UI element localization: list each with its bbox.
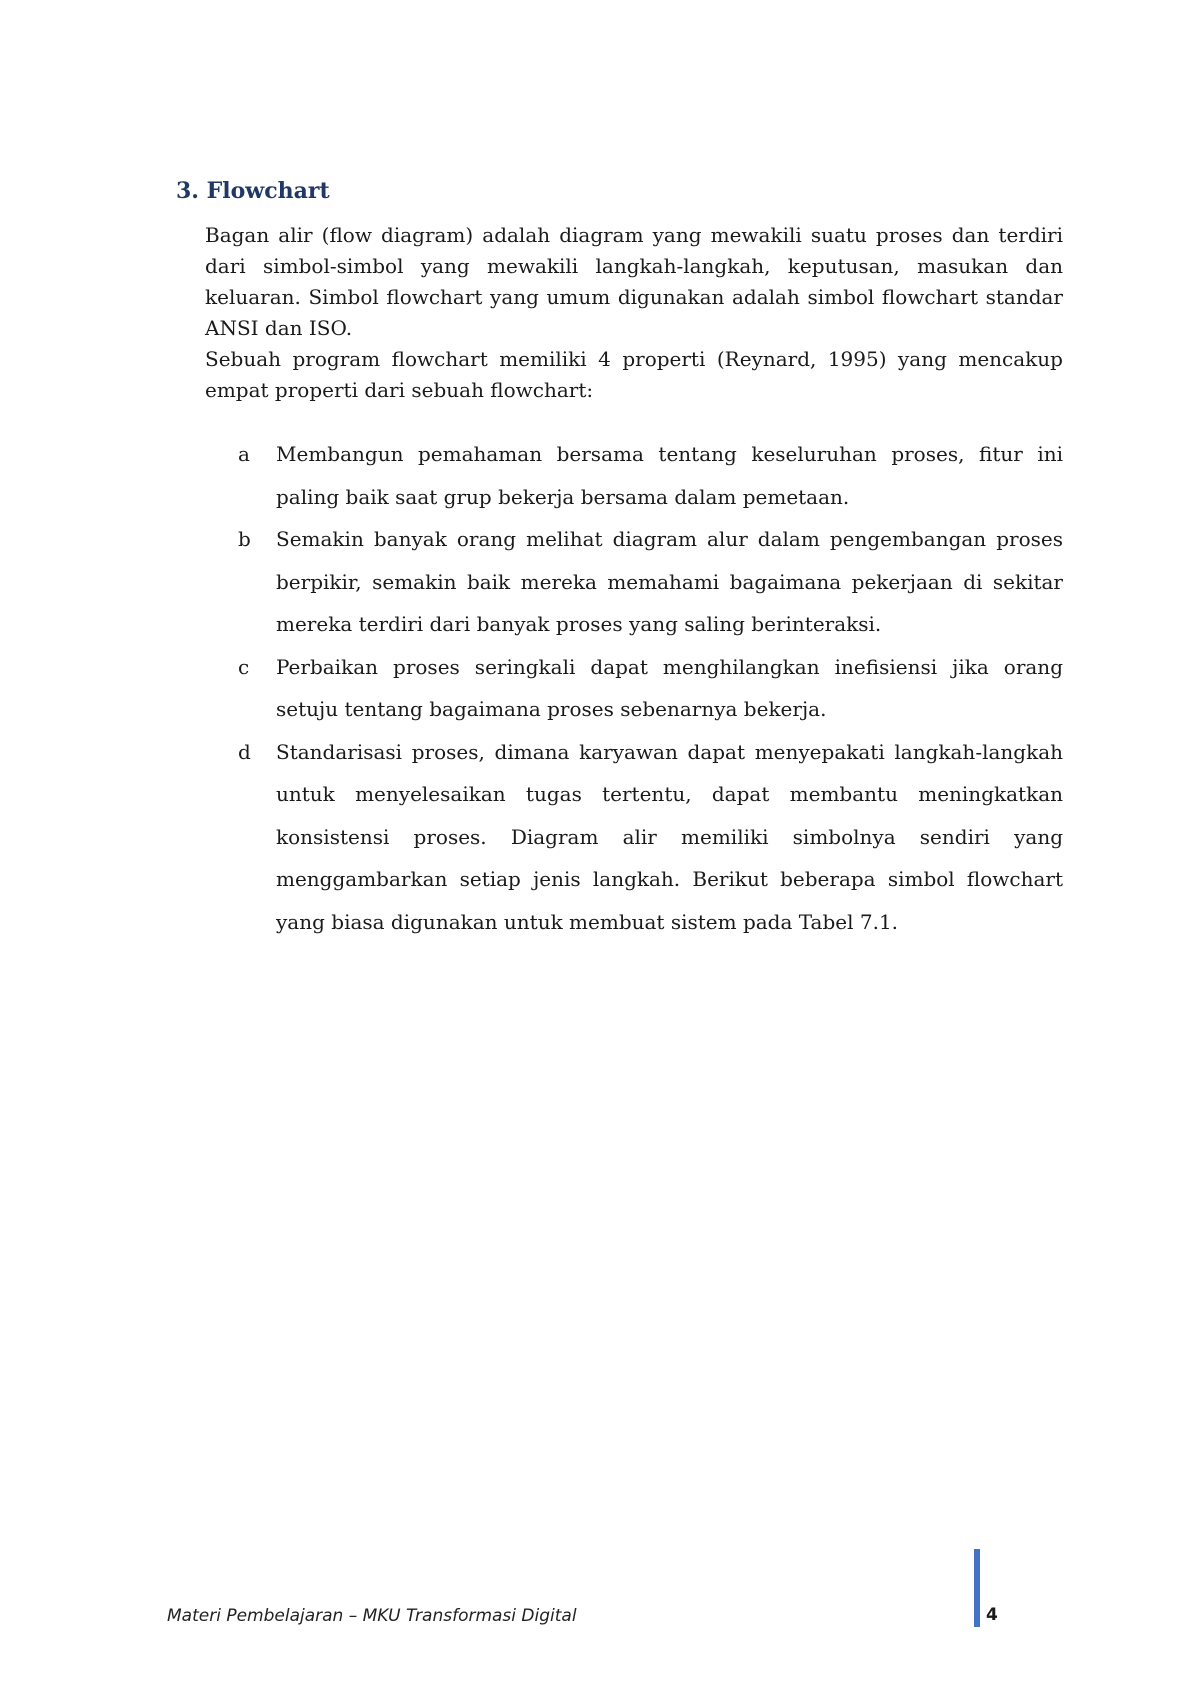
section-heading: 3. Flowchart	[176, 178, 330, 204]
list-marker: b	[238, 527, 251, 551]
footer-accent-bar	[974, 1549, 980, 1627]
list-item-text: Membangun pemahaman bersama tentang keseluruhan proses, fitur ini paling baik saat grup bekerja bersama dalam pemetaan.	[276, 442, 1063, 509]
list-item	[238, 731, 1063, 944]
list-item	[238, 433, 1063, 518]
list-item	[238, 646, 1063, 731]
footer-title: Materi Pembelajaran – MKU Transformasi Digital	[167, 1606, 577, 1626]
list-item-text: Perbaikan proses seringkali dapat menghilangkan inefisiensi jika orang setuju tentang bagaimana proses sebenarnya bekerja.	[276, 654, 1063, 721]
intro-paragraph-properties: Sebuah program flowchart memiliki 4 properti (Reynard, 1995) yang mencakup empat properti dari sebuah flowchart:	[205, 347, 1063, 402]
properties-list	[238, 433, 1063, 943]
intro-text	[205, 220, 1063, 406]
list-marker: c	[238, 654, 250, 679]
list-item-text: Standarisasi proses, dimana karyawan dapat menyepakati langkah-langkah untuk menyelesaikan tugas tertentu, dapat membantu meningkatkan konsistensi proses. Diagram alir memiliki simbolnya sendiri yang menggambarkan setiap jenis langkah. Berikut beberapa simbol flowchart yang biasa digunakan untuk membuat sistem pada Tabel 7.1.	[276, 739, 1063, 934]
list-item-text: Semakin banyak orang melihat diagram alur dalam pengembangan proses berpikir, semakin baik mereka memahami bagaimana pekerjaan di sekitar mereka terdiri dari banyak proses yang saling berinteraksi.	[276, 527, 1063, 636]
list-item	[238, 518, 1063, 646]
page-number: 4	[986, 1605, 998, 1625]
intro-paragraph-definition: Bagan alir (flow diagram) adalah diagram yang mewakili suatu proses dan terdiri dari simbol-simbol yang mewakili langkah-langkah, keputusan, masukan dan keluaran. Simbol flowchart yang umum digunakan adalah simbol flowchart standar ANSI dan ISO.	[205, 223, 1063, 340]
list-marker: d	[238, 739, 251, 764]
list-marker: a	[238, 442, 250, 466]
